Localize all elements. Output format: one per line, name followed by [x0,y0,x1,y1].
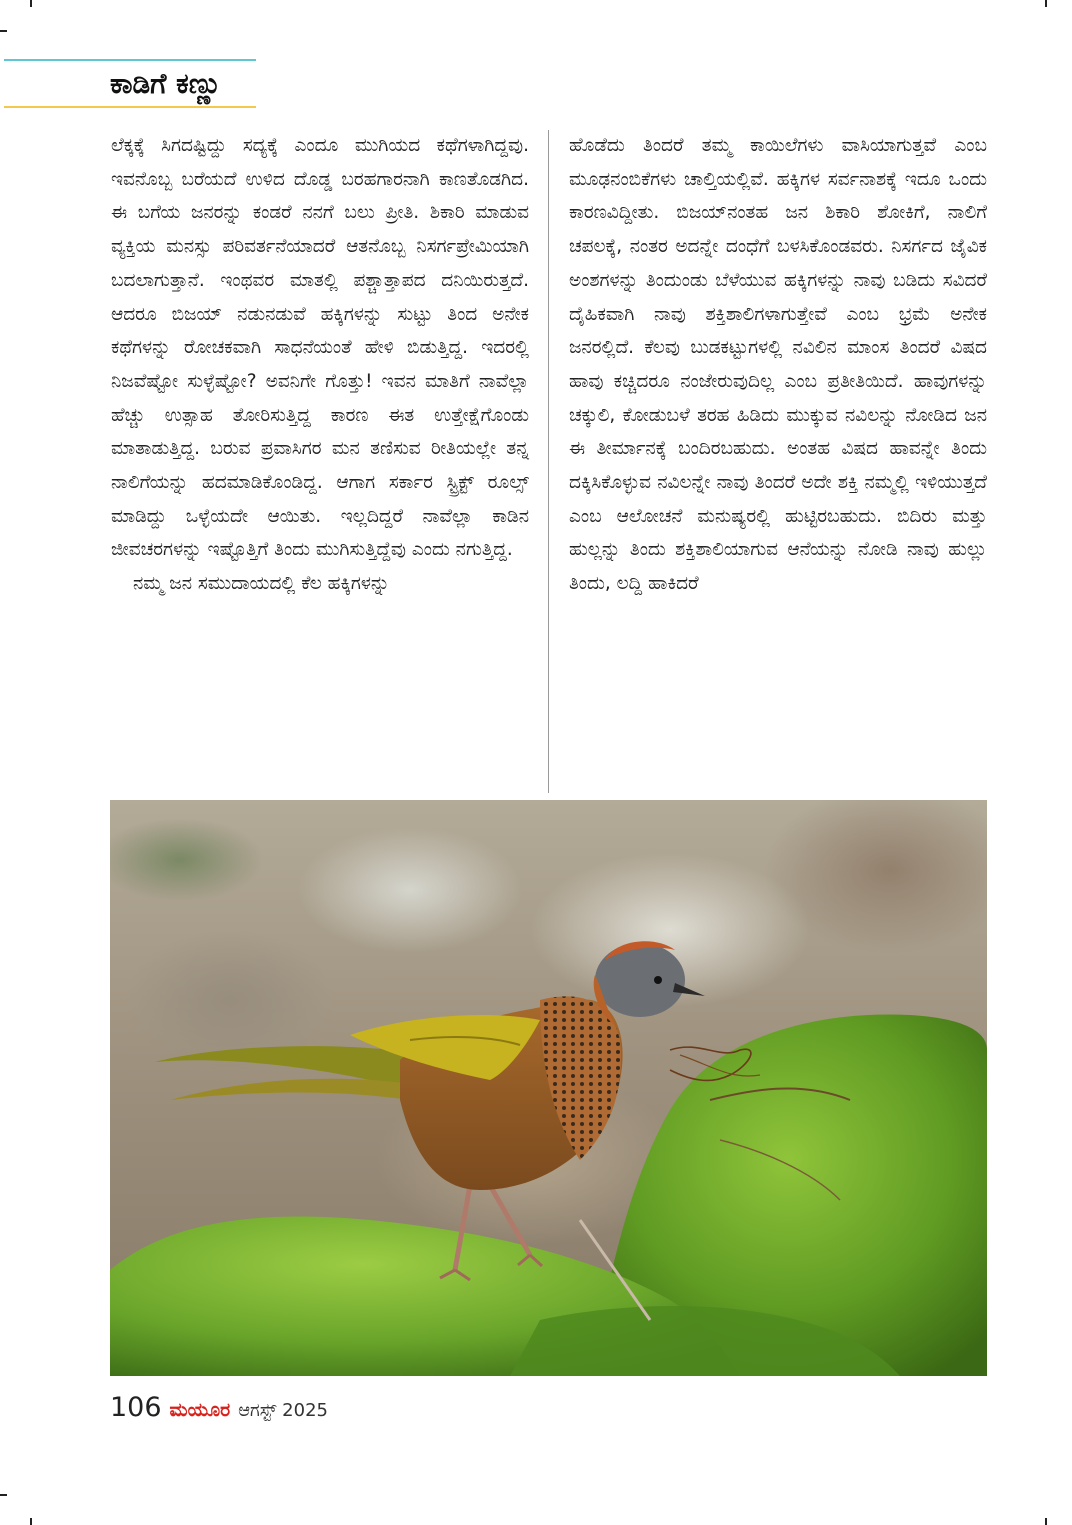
paragraph: ಹೊಡೆದು ತಿಂದರೆ ತಮ್ಮ ಕಾಯಿಲೆಗಳು ವಾಸಿಯಾಗುತ್ತವೆ ಎಂಬ ಮೂಢನಂಬಿಕೆಗಳು ಚಾಲ್ತಿಯಲ್ಲಿವೆ. ಹಕ್ಕಿಗಳ ಸರ್ವನಾಶಕ್ಕೆ ಇದೂ ಒಂದು ಕಾರಣವಿದ್ದೀತು. ಬಿಜಯ್‌ನಂತಹ ಜನ ಶಿಕಾರಿ ಶೋಕಿಗೆ, ನಾಲಿಗೆ ಚಪಲಕ್ಕೆ, ನಂತರ ಅದನ್ನೇ ದಂಧೆಗೆ ಬಳಸಿಕೊಂಡವರು. ನಿಸರ್ಗದ ಜೈವಿಕ ಅಂಶಗಳನ್ನು ತಿಂದುಂಡು ಬೆಳೆಯುವ ಹಕ್ಕಿಗಳನ್ನು ನಾವು ಬಡಿದು ಸವಿದರೆ ದೈಹಿಕವಾಗಿ ನಾವು ಶಕ್ತಿಶಾಲಿಗಳಾಗುತ್ತೇವೆ ಎಂಬ ಭ್ರಮೆ ಅನೇಕ ಜನರಲ್ಲಿದೆ. ಕೆಲವು ಬುಡಕಟ್ಟುಗಳಲ್ಲಿ ನವಿಲಿನ ಮಾಂಸ ತಿಂದರೆ ವಿಷದ ಹಾವು ಕಚ್ಚಿದರೂ ನಂಜೇರುವುದಿಲ್ಲ ಎಂಬ ಪ್ರತೀತಿಯಿದೆ. ಹಾವುಗಳನ್ನು ಚಕ್ಕುಲಿ, ಕೋಡುಬಳೆ ತರಹ ಹಿಡಿದು ಮುಕ್ಕುವ ನವಿಲನ್ನು ನೋಡಿದ ಜನ ಈ ತೀರ್ಮಾನಕ್ಕೆ ಬಂದಿರಬಹುದು. ಅಂತಹ ವಿಷದ ಹಾವನ್ನೇ ತಿಂದು ದಕ್ಕಿಸಿಕೊಳ್ಳುವ ನವಿಲನ್ನೇ ನಾವು ತಿಂದರೆ ಅದೇ ಶಕ್ತಿ ನಮ್ಮಲ್ಲಿ ಇಳಿಯುತ್ತದೆ ಎಂಬ ಆಲೋಚನೆ ಮನುಷ್ಯರಲ್ಲಿ ಹುಟ್ಟಿರಬಹುದು. ಬಿದಿರು ಮತ್ತು ಹುಲ್ಲನ್ನು ತಿಂದು ಶಕ್ತಿಶಾಲಿಯಾಗುವ ಆನೆಯನ್ನು ನೋಡಿ ನಾವು ಹುಲ್ಲು ತಿಂದು, ಲದ್ದಿ ಹಾಕಿದರೆ [569,135,987,595]
crop-mark [0,30,7,32]
crop-mark [30,1518,32,1525]
page-number: 106 [110,1392,162,1423]
bird-on-moss-photo [110,800,987,1376]
paragraph: ಲೆಕ್ಕಕ್ಕೆ ಸಿಗದಷ್ಟಿದ್ದು ಸದ್ಯಕ್ಕೆ ಎಂದೂ ಮುಗಿಯದ ಕಥೆಗಳಾಗಿದ್ದವು. ಇವನೊಬ್ಬ ಬರೆಯದೆ ಉಳಿದ ದೊಡ್ಡ ಬರಹಗಾರನಾಗಿ ಕಾಣತೊಡಗಿದ. ಈ ಬಗೆಯ ಜನರನ್ನು ಕಂಡರೆ ನನಗೆ ಬಲು ಪ್ರೀತಿ. ಶಿಕಾರಿ ಮಾಡುವ ವ್ಯಕ್ತಿಯ ಮನಸ್ಸು ಪರಿವರ್ತನೆಯಾದರೆ ಆತನೊಬ್ಬ ನಿಸರ್ಗಪ್ರೇಮಿಯಾಗಿ ಬದಲಾಗುತ್ತಾನೆ. ಇಂಥವರ ಮಾತಲ್ಲಿ ಪಶ್ಚಾತ್ತಾಪದ ದನಿಯಿರುತ್ತದೆ. ಆದರೂ ಬಿಜಯ್ ನಡುನಡುವೆ ಹಕ್ಕಿಗಳನ್ನು ಸುಟ್ಟು ತಿಂದ ಅನೇಕ ಕಥೆಗಳನ್ನು ರೋಚಕವಾಗಿ ಸಾಧನೆಯಂತೆ ಹೇಳಿ ಬಿಡುತ್ತಿದ್ದ. ಇದರಲ್ಲಿ ನಿಜವೆಷ್ಟೋ ಸುಳ್ಳೆಷ್ಟೋ? ಅವನಿಗೇ ಗೊತ್ತು! ಇವನ ಮಾತಿಗೆ ನಾವೆಲ್ಲಾ ಹೆಚ್ಚು ಉತ್ಸಾಹ ತೋರಿಸುತ್ತಿದ್ದ ಕಾರಣ ಈತ ಉತ್ತೇಕ್ಷೆಗೊಂಡು ಮಾತಾಡುತ್ತಿದ್ದ. ಬರುವ ಪ್ರವಾಸಿಗರ ಮನ ತಣಿಸುವ ರೀತಿಯಲ್ಲೇ ತನ್ನ ನಾಲಿಗೆಯನ್ನು ಹದಮಾಡಿಕೊಂಡಿದ್ದ. ಆಗಾಗ ಸರ್ಕಾರ ಸ್ಟ್ರಿಕ್ಟ್ ರೂಲ್ಸ್ ಮಾಡಿದ್ದು ಒಳ್ಳೆಯದೇ ಆಯಿತು. ಇಲ್ಲದಿದ್ದರೆ ನಾವೆಲ್ಲಾ ಕಾಡಿನ ಜೀವಚರಗಳನ್ನು ಇಷ್ಟೊತ್ತಿಗೆ ತಿಂದು ಮುಗಿಸುತ್ತಿದ್ದೆವು ಎಂದು ನಗುತ್ತಿದ್ದ. [111,135,529,561]
page-footer [110,1392,328,1426]
issue-date: ಆಗಸ್ಟ್ 2025 [238,1400,328,1421]
paragraph: ನಮ್ಮ ಜನ ಸಮುದಾಯದಲ್ಲಿ ಕೆಲ ಹಕ್ಕಿಗಳನ್ನು [133,573,390,595]
photo-illustration [110,800,987,1376]
magazine-name: ಮಯೂರ [169,1399,231,1421]
column-divider [548,130,549,793]
crop-mark [30,0,32,7]
crop-mark [1045,0,1047,7]
crop-mark [1045,1518,1047,1525]
article-column-right [569,129,987,601]
masthead-top-rule [4,59,256,61]
section-title: ಕಾಡಿಗೆ ಕಣ್ಣು [110,67,222,100]
article-column-left [111,129,529,601]
crop-mark [0,1494,7,1496]
masthead-bottom-rule [4,106,256,108]
